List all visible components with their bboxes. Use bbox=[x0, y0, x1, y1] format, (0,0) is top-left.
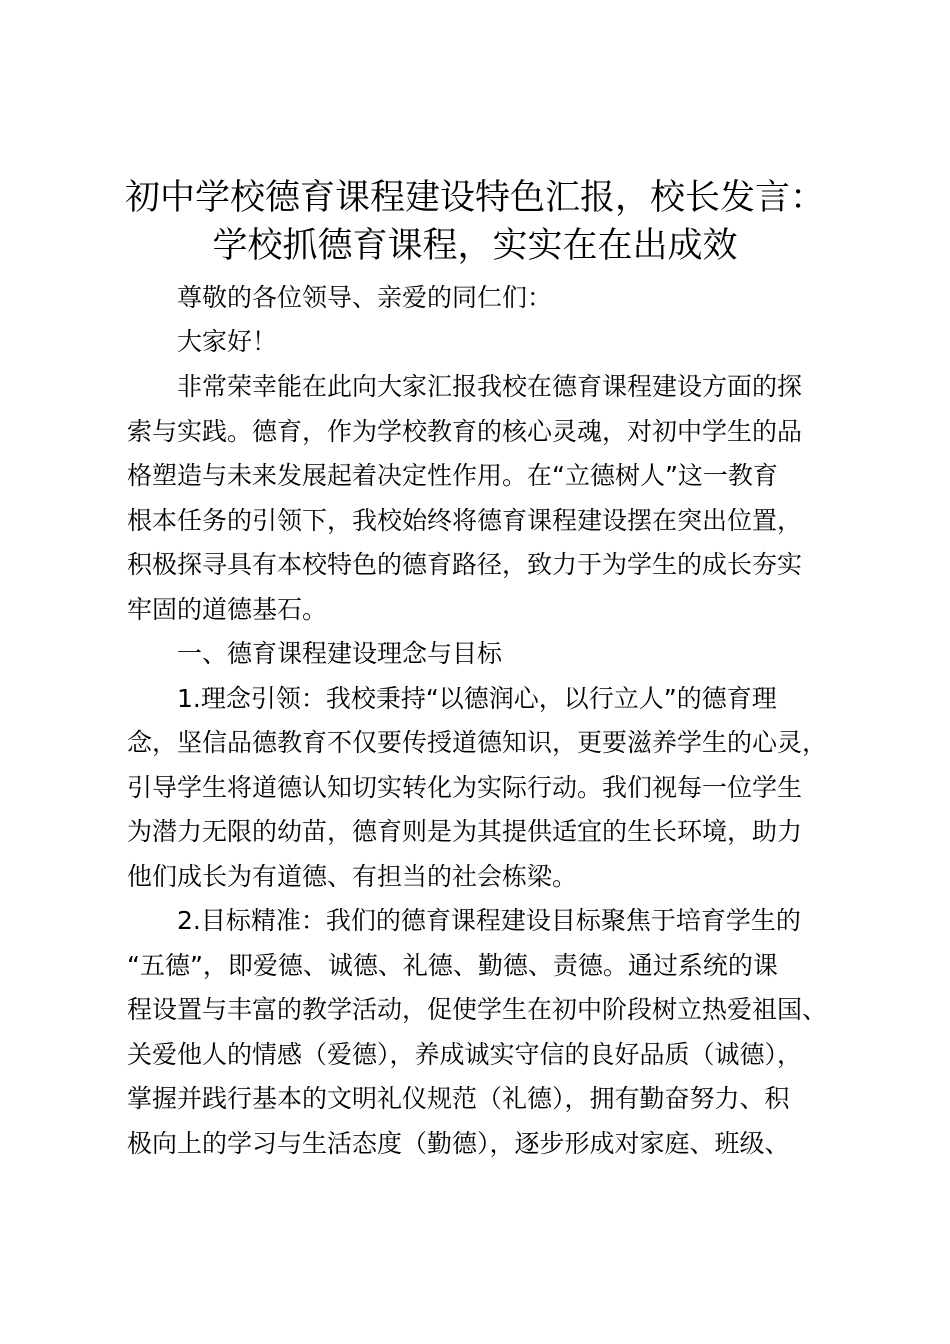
point2-line-5: 掌握并践行基本的文明礼仪规范（礼德），拥有勤奋努力、积 bbox=[127, 1084, 790, 1113]
point2-line-4: 关爱他人的情感（爱德），养成诚实守信的良好品质（诚德）， bbox=[127, 1040, 803, 1069]
intro-line-5: 积极探寻具有本校特色的德育路径，致力于为学生的成长夯实 bbox=[127, 550, 803, 579]
intro-line-2: 索与实践。德育，作为学校教育的核心灵魂，对初中学生的品 bbox=[127, 417, 803, 446]
point1-line-5: 他们成长为有道德、有担当的社会栋梁。 bbox=[127, 862, 578, 891]
intro-line-3: 格塑造与未来发展起着决定性作用。在“立德树人”这一教育 bbox=[127, 461, 778, 490]
point1-line-1: 1.理念引领：我校秉持“以德润心，以行立人”的德育理 bbox=[177, 684, 777, 713]
title-line-2: 学校抓德育课程，实实在在出成效 bbox=[212, 226, 738, 266]
greeting: 大家好！ bbox=[177, 327, 278, 356]
point2-line-2: “五德”，即爱德、诚德、礼德、勤德、责德。通过系统的课 bbox=[127, 951, 778, 980]
point2-line-3: 程设置与丰富的教学活动，促使学生在初中阶段树立热爱祖国、 bbox=[127, 995, 828, 1024]
intro-line-4: 根本任务的引领下，我校始终将德育课程建设摆在突出位置， bbox=[127, 506, 803, 535]
title-line-1: 初中学校德育课程建设特色汇报，校长发言： bbox=[124, 178, 825, 218]
point2-line-1: 2.目标精准：我们的德育课程建设目标聚焦于培育学生的 bbox=[177, 906, 801, 935]
point1-line-4: 为潜力无限的幼苗，德育则是为其提供适宜的生长环境，助力 bbox=[127, 817, 803, 846]
section-heading: 一、德育课程建设理念与目标 bbox=[177, 639, 503, 668]
intro-line-6: 牢固的道德基石。 bbox=[127, 595, 328, 624]
point1-line-3: 引导学生将道德认知切实转化为实际行动。我们视每一位学生 bbox=[127, 773, 803, 802]
point2-line-6: 极向上的学习与生活态度（勤德），逐步形成对家庭、班级、 bbox=[127, 1129, 790, 1158]
salutation: 尊敬的各位领导、亲爱的同仁们： bbox=[177, 283, 553, 312]
point1-line-2: 念，坚信品德教育不仅要传授道德知识，更要滋养学生的心灵， bbox=[127, 728, 828, 757]
intro-line-1: 非常荣幸能在此向大家汇报我校在德育课程建设方面的探 bbox=[177, 372, 803, 401]
